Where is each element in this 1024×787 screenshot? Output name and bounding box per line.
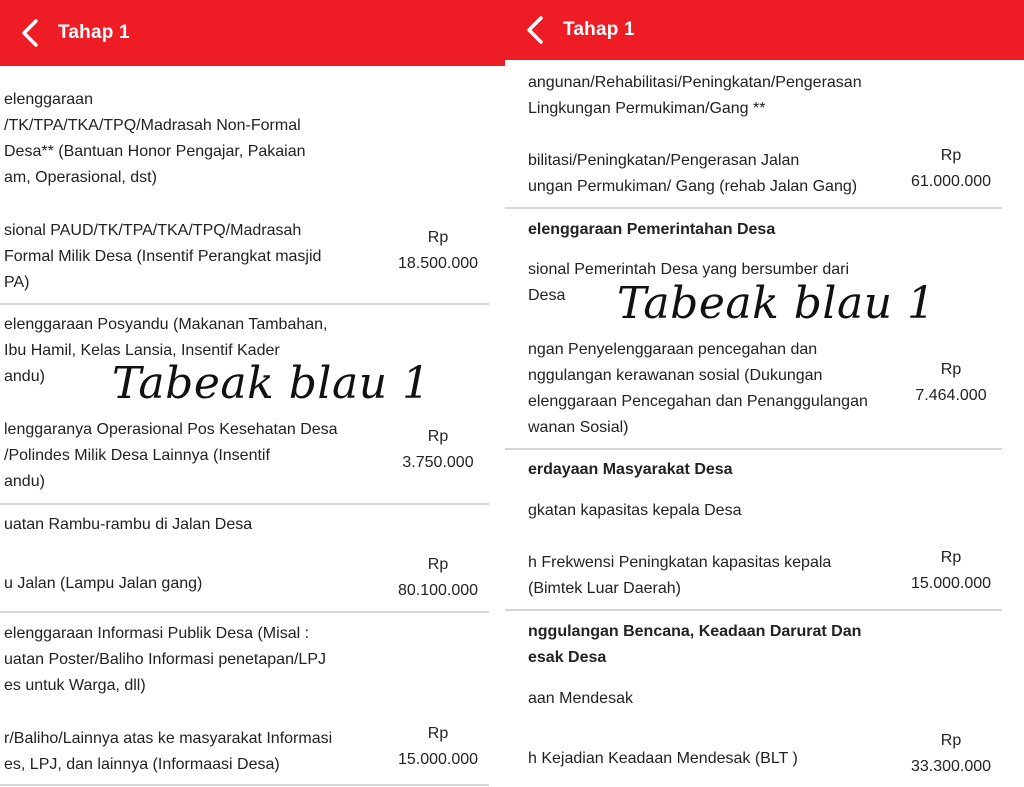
divider bbox=[505, 448, 1002, 450]
category-text: Desa bbox=[528, 287, 566, 304]
item-text: wanan Sosial) bbox=[528, 419, 629, 436]
amount-currency: Rp bbox=[940, 147, 962, 164]
item-text: sional PAUD/TK/TPA/TKA/TPQ/Madrasah bbox=[4, 222, 302, 239]
app-bar bbox=[0, 0, 505, 66]
amount-value: 18.500.000 bbox=[397, 255, 479, 272]
amount-currency: Rp bbox=[427, 428, 449, 445]
section-heading: nggulangan Bencana, Keadaan Darurat Dan bbox=[528, 623, 862, 640]
item-text: PA) bbox=[4, 274, 30, 291]
category-text: /TK/TPA/TKA/TPQ/Madrasah Non-Formal bbox=[4, 117, 301, 134]
category-text: angunan/Rehabilitasi/Peningkatan/Pengerasan bbox=[528, 74, 862, 91]
category-text: es untuk Warga, dll) bbox=[4, 677, 146, 694]
item-text: (Bimtek Luar Daerah) bbox=[528, 580, 681, 597]
amount-currency: Rp bbox=[940, 549, 962, 566]
back-button[interactable] bbox=[10, 13, 50, 53]
category-text: elenggaraan Posyandu (Makanan Tambahan, bbox=[4, 316, 328, 333]
item-text: ngan Penyelenggaraan pencegahan dan bbox=[528, 341, 818, 358]
item-text: bilitasi/Peningkatan/Pengerasan Jalan bbox=[528, 152, 800, 169]
chevron-left-icon bbox=[524, 15, 546, 45]
amount-currency: Rp bbox=[427, 725, 449, 742]
amount-value: 7.464.000 bbox=[915, 387, 987, 404]
category-text: aan Mendesak bbox=[528, 690, 633, 707]
amount-currency: Rp bbox=[427, 229, 449, 246]
budget-list bbox=[0, 66, 505, 787]
divider bbox=[505, 207, 1002, 209]
divider bbox=[0, 303, 489, 305]
item-text: lenggaranya Operasional Pos Kesehatan Desa bbox=[4, 421, 338, 438]
amount-value: 3.750.000 bbox=[402, 454, 474, 471]
watermark-text: Tabeak blau 1 bbox=[112, 358, 431, 409]
item-text: nggulangan kerawanan sosial (Dukungan bbox=[528, 367, 823, 384]
category-text: Desa** (Bantuan Honor Pengajar, Pakaian bbox=[4, 143, 306, 160]
page-title: Tahap 1 bbox=[563, 19, 635, 40]
item-text: andu) bbox=[4, 473, 45, 490]
category-text: Lingkungan Permukiman/Gang ** bbox=[528, 100, 766, 117]
amount-currency: Rp bbox=[427, 556, 449, 573]
app-bar bbox=[505, 0, 1024, 60]
item-text: u Jalan (Lampu Jalan gang) bbox=[4, 575, 203, 592]
item-text: elenggaraan Pencegahan dan Penanggulangan bbox=[528, 393, 868, 410]
item-text: h Kejadian Keadaan Mendesak (BLT ) bbox=[528, 750, 798, 767]
item-text: ungan Permukiman/ Gang (rehab Jalan Gang) bbox=[528, 178, 858, 195]
page-title: Tahap 1 bbox=[58, 22, 130, 43]
section-heading: elenggaraan Pemerintahan Desa bbox=[528, 221, 776, 238]
item-text: h Frekwensi Peningkatan kapasitas kepala bbox=[528, 554, 832, 571]
category-text: sional Pemerintah Desa yang bersumber dari bbox=[528, 261, 850, 278]
section-heading: erdayaan Masyarakat Desa bbox=[528, 461, 733, 478]
amount-value: 15.000.000 bbox=[910, 575, 992, 592]
right-screen bbox=[505, 0, 1024, 787]
divider bbox=[0, 503, 489, 505]
divider bbox=[0, 611, 489, 613]
item-text: Formal Milik Desa (Insentif Perangkat masjid bbox=[4, 248, 322, 265]
left-screen bbox=[0, 0, 505, 787]
category-text: uatan Poster/Baliho Informasi penetapan/LPJ bbox=[4, 651, 326, 668]
amount-value: 33.300.000 bbox=[910, 758, 992, 775]
item-text: es, LPJ, dan lainnya (Informaasi Desa) bbox=[4, 756, 280, 773]
amount-currency: Rp bbox=[940, 732, 962, 749]
budget-list bbox=[505, 60, 1024, 787]
section-heading: esak Desa bbox=[528, 649, 607, 666]
amount-currency: Rp bbox=[940, 361, 962, 378]
amount-value: 61.000.000 bbox=[910, 173, 992, 190]
category-text: uatan Rambu-rambu di Jalan Desa bbox=[4, 516, 253, 533]
amount-value: 15.000.000 bbox=[397, 751, 479, 768]
item-text: /Polindes Milik Desa Lainnya (Insentif bbox=[4, 447, 270, 464]
category-text: am, Operasional, dst) bbox=[4, 169, 157, 186]
category-text: andu) bbox=[4, 368, 45, 385]
category-text: gkatan kapasitas kepala Desa bbox=[528, 502, 742, 519]
category-text: elenggaraan Informasi Publik Desa (Misal : bbox=[4, 625, 310, 642]
chevron-left-icon bbox=[19, 18, 41, 48]
divider bbox=[0, 784, 489, 786]
category-text: elenggaraan bbox=[4, 91, 93, 108]
amount-value: 80.100.000 bbox=[397, 582, 479, 599]
divider bbox=[505, 609, 1002, 611]
back-button[interactable] bbox=[515, 10, 555, 50]
category-text: Ibu Hamil, Kelas Lansia, Insentif Kader bbox=[4, 342, 280, 359]
item-text: r/Baliho/Lainnya atas ke masyarakat Informasi bbox=[4, 730, 333, 747]
watermark-text: Tabeak blau 1 bbox=[617, 278, 936, 329]
